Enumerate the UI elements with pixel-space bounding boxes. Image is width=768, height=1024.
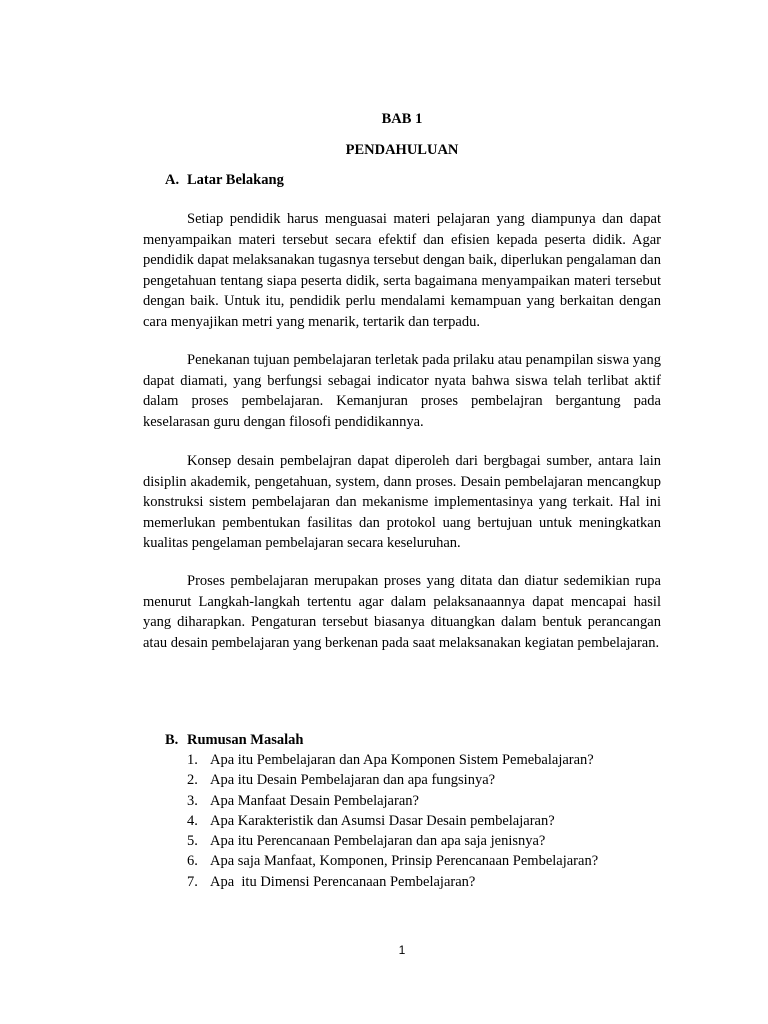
- list-item: [187, 770, 598, 790]
- list-item-number: 2.: [187, 772, 198, 789]
- list-item: [187, 750, 598, 770]
- page-number: 1: [398, 943, 406, 957]
- list-item: [187, 791, 598, 811]
- paragraph-1: Setiap pendidik harus menguasai materi pelajaran yang diampunya dan dapat menyampaikan materi tersebut secara efektif dan efisien kepada peserta didik. Agar pendidik dapat melaksanakan tugasnya tersebut dengan baik, diperlukan pengalaman dan pengetahuan tentang siapa peserta didik, serta bagaimana menyampaikan materi tersebut dengan baik. Untuk itu, pendidik perlu mendalami kemampuan yang berkaitan dengan cara menyajikan metri yang menarik, tertarik dan terpadu.: [143, 211, 661, 330]
- chapter-number: BAB 1: [381, 111, 423, 127]
- list-item-number: 6.: [187, 853, 198, 870]
- list-item-number: 5.: [187, 833, 198, 850]
- paragraph-4: Proses pembelajaran merupakan proses yang ditata dan diatur sedemikian rupa menurut Langkah-langkah tertentu agar dalam pelaksanaannya dapat mencapai hasil yang diharapkan. Pengaturan tersebut biasanya dituangkan dalam bentuk perancangan atau desain pembelajaran yang berkenan pada saat melaksanakan kegiatan pembelajaran.: [143, 573, 661, 651]
- section-a-title: Latar Belakang: [187, 172, 284, 188]
- list-item-text: Apa Karakteristik dan Asumsi Dasar Desain pembelajaran?: [210, 812, 555, 829]
- list-item-text: Apa itu Pembelajaran dan Apa Komponen Sistem Pemebalajaran?: [210, 752, 594, 768]
- chapter-title: PENDAHULUAN: [345, 142, 459, 158]
- section-b-title: Rumusan Masalah: [187, 732, 304, 748]
- problem-list: [187, 750, 598, 892]
- paragraph-3: Konsep desain pembelajran dapat diperoleh dari bergbagai sumber, antara lain disiplin akademik, pengetahuan, system, dann proses. Desain pembelajaran mencangkup konstruksi sistem pembelajaran dan mekanisme implementasinya yang terkait. Hal ini memerlukan pembentukan fasilitas dan protokol uang bertujuan untuk meningkatkan kualitas pengelaman pembelajaran secara keseluruhan.: [143, 453, 661, 551]
- list-item-text: Apa itu Dimensi Perencanaan Pembelajaran?: [210, 873, 476, 890]
- list-item-number: 7.: [187, 873, 198, 890]
- section-a-heading: [165, 170, 284, 190]
- list-item: [187, 831, 598, 851]
- list-item: [187, 872, 598, 892]
- list-item-text: Apa itu Perencanaan Pembelajaran dan apa saja jenisnya?: [210, 833, 546, 850]
- list-item-text: Apa itu Desain Pembelajaran dan apa fungsinya?: [210, 772, 496, 789]
- paragraph-2: Penekanan tujuan pembelajaran terletak pada prilaku atau penampilan siswa yang dapat diamati, yang berfungsi sebagai indicator nyata bahwa siswa telah terlibat aktif dalam proses pembelajaran. Kemanjuran proses pembelajran bergantung pada keselarasan guru dengan filosofi pendidikannya.: [143, 352, 661, 430]
- section-b-heading: [165, 730, 303, 750]
- section-b-letter: B.: [165, 732, 179, 748]
- list-item-number: 3.: [187, 792, 198, 809]
- list-item-number: 1.: [187, 752, 198, 768]
- list-item: [187, 811, 598, 831]
- list-item-text: Apa Manfaat Desain Pembelajaran?: [210, 792, 419, 809]
- list-item-text: Apa saja Manfaat, Komponen, Prinsip Perencanaan Pembelajaran?: [210, 853, 599, 870]
- list-item: [187, 851, 598, 871]
- list-item-number: 4.: [187, 812, 198, 829]
- section-a-letter: A.: [165, 172, 180, 188]
